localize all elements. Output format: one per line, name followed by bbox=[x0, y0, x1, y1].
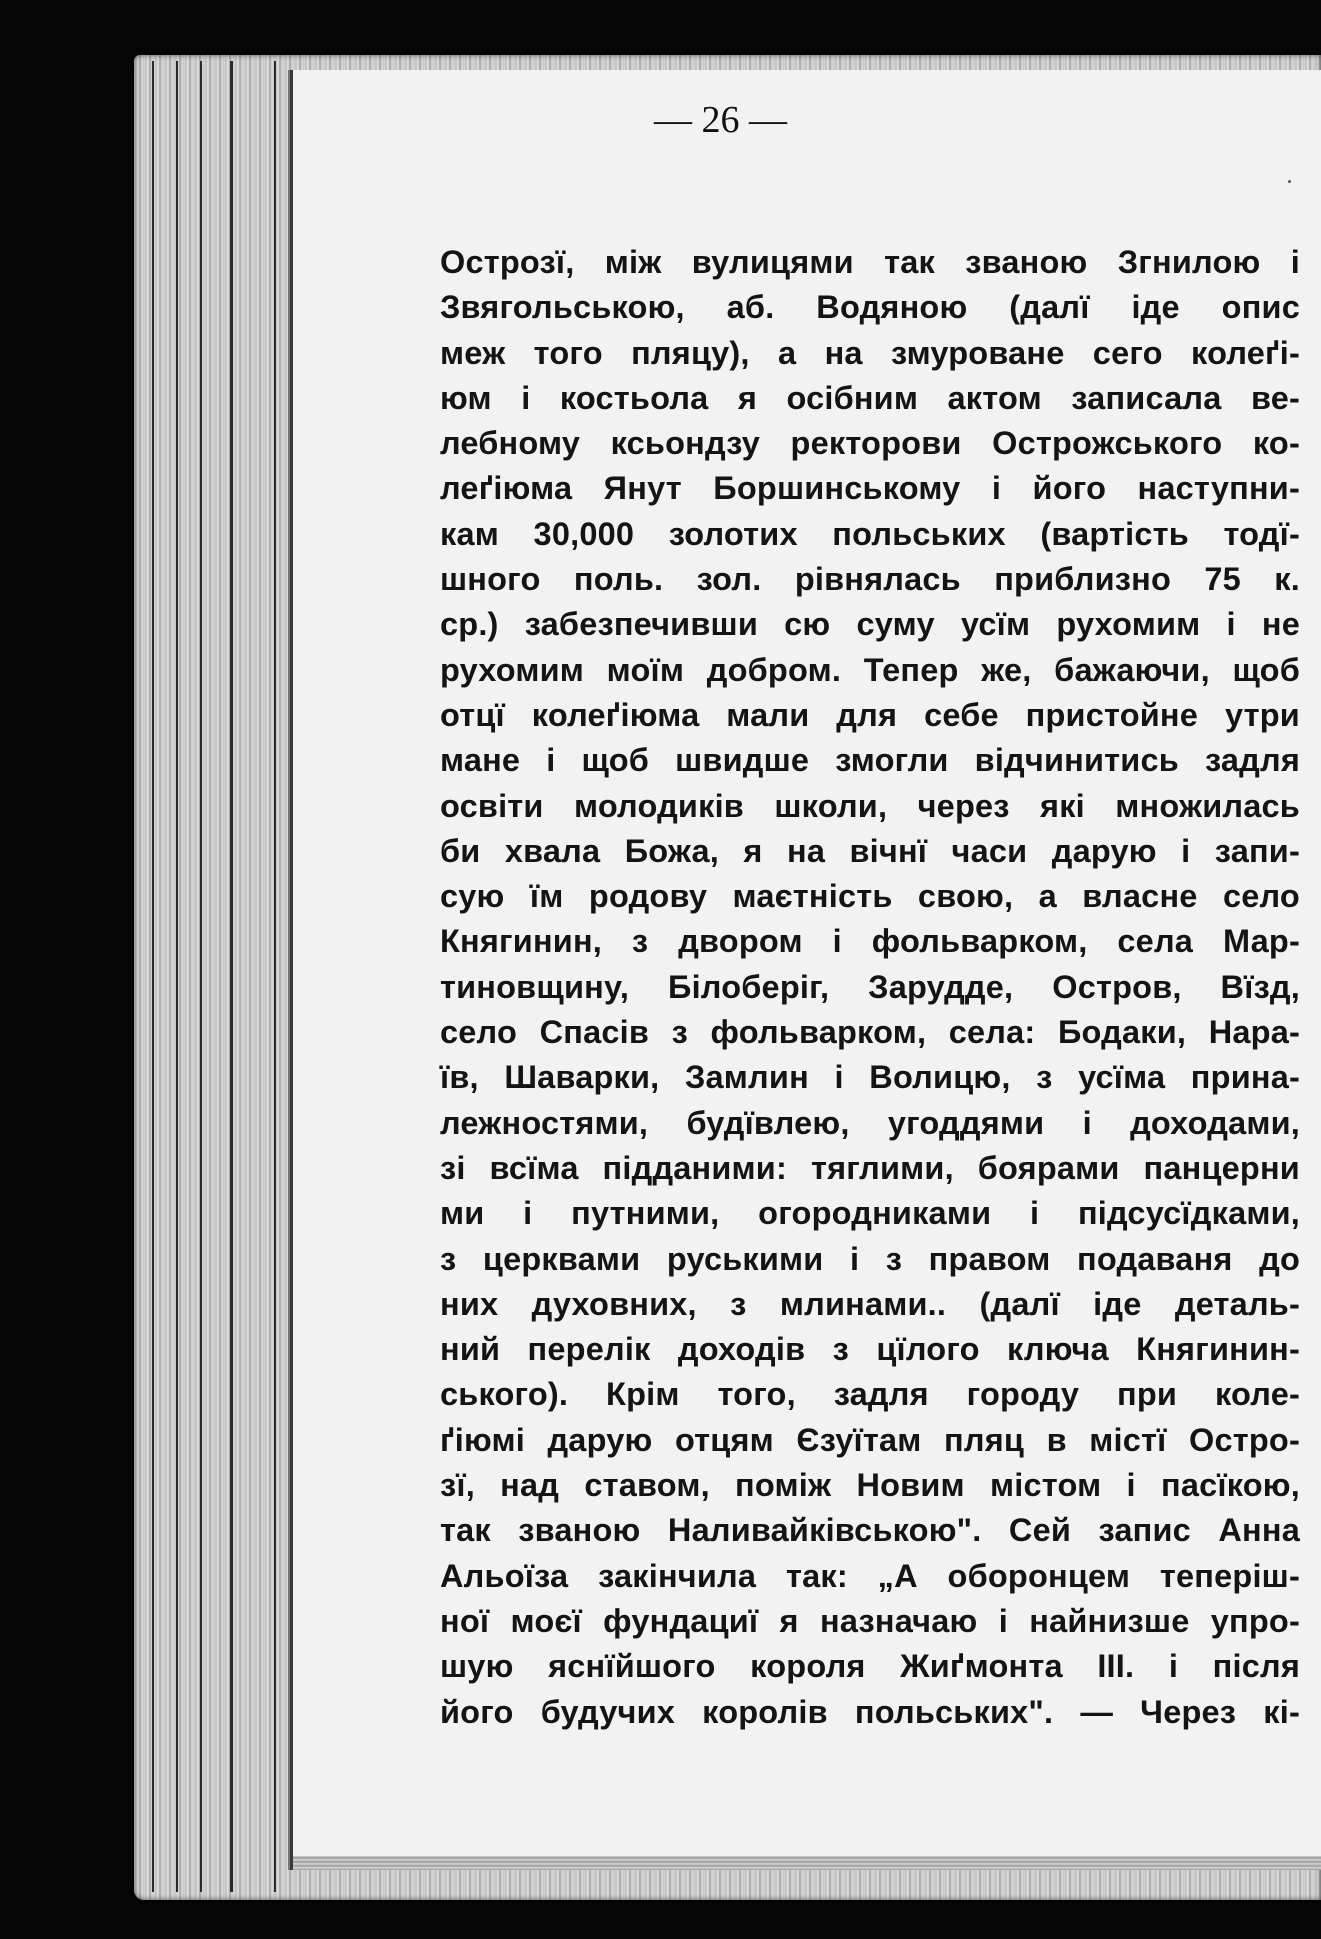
text-line: би хвала Божа, я на вічнї часи дарую і запи- bbox=[440, 832, 1300, 869]
text-line: ґіюмі дарую отцям Єзуїтам пляц в містї Остро- bbox=[440, 1421, 1300, 1458]
text-line: так званою Наливайківською". Сей запис Анна bbox=[440, 1512, 1300, 1549]
text-line: Княгинин, з двором і фольварком, села Мар- bbox=[440, 923, 1300, 960]
text-line: з церквами руськими і з правом подаваня до bbox=[440, 1240, 1300, 1277]
text-line: ського). Крім того, задля городу при коле- bbox=[440, 1376, 1300, 1413]
text-line: мане і щоб швидше змогли відчинитись задля bbox=[440, 742, 1300, 779]
text-line: Острозї, між вулицями так званою Згнилою і bbox=[440, 244, 1300, 280]
text-line: меж того пляцу), а на змуроване сего колеґі- bbox=[440, 334, 1300, 371]
text-line: отцї колеґіюма мали для себе пристойне утри bbox=[440, 696, 1300, 733]
text-line: юм і костьола я осібним актом записала ве- bbox=[440, 379, 1300, 416]
text-line: село Спасів з фольварком, села: Бодаки, Нара- bbox=[440, 1014, 1300, 1051]
text-line: ний перелік доходів з цїлого ключа Княгинин- bbox=[440, 1331, 1300, 1368]
text-line: шую яснїйшого короля Жиґмонта III. і після bbox=[440, 1648, 1300, 1685]
text-line: лежностями, будївлею, угоддями і доходами, bbox=[440, 1104, 1300, 1141]
text-line: лебному ксьондзу ректорови Острожського ко- bbox=[440, 425, 1300, 462]
text-line: шного поль. зол. рівнялась приблизно 75 к. bbox=[440, 561, 1300, 598]
text-line: Альоїза закінчила так: „А оборонцем теперіш- bbox=[440, 1557, 1300, 1594]
page-edge-line bbox=[176, 61, 178, 1892]
text-line: ср.) забезпечивши сю суму усїм рухомим і не bbox=[440, 606, 1300, 643]
text-line: освіти молодиків школи, через які множилась bbox=[440, 787, 1300, 824]
page-body-text bbox=[440, 240, 1300, 1735]
text-line: його будучих королів польських". — Через кі- bbox=[440, 1693, 1300, 1730]
text-line: зі всїма підданими: тяглими, боярами панцерни bbox=[440, 1149, 1300, 1186]
text-line: кам 30,000 золотих польських (вартість тодї- bbox=[440, 515, 1300, 552]
text-line: тиновщину, Білоберіг, Зарудде, Остров, Вїзд, bbox=[440, 968, 1300, 1005]
scan-speck bbox=[1288, 180, 1291, 183]
text-line: Звягольською, аб. Водяною (далї іде опис bbox=[440, 289, 1300, 326]
page-edge-line bbox=[200, 61, 202, 1892]
text-line: зї, над ставом, поміж Новим містом і пасїкою, bbox=[440, 1467, 1300, 1504]
page-edge-line bbox=[274, 61, 276, 1892]
page-edge-line bbox=[230, 61, 233, 1892]
text-line: ми і путними, огородниками і підсусїдками, bbox=[440, 1195, 1300, 1232]
text-line: них духовних, з млинами.. (далї іде деталь- bbox=[440, 1285, 1300, 1322]
text-line: ної моєї фундациї я назначаю і найнизше упро- bbox=[440, 1602, 1300, 1639]
page-edge-line bbox=[152, 61, 154, 1892]
text-line: їв, Шаварки, Замлин і Волицю, з усїма прина- bbox=[440, 1059, 1300, 1096]
text-line: сую їм родову маєтність свою, а власне село bbox=[440, 878, 1300, 915]
text-line: рухомим моїм добром. Тепер же, бажаючи, щоб bbox=[440, 651, 1300, 688]
page-number: — 26 — bbox=[654, 99, 787, 141]
text-line: леґіюма Янут Боршинському і його наступни- bbox=[440, 470, 1300, 507]
